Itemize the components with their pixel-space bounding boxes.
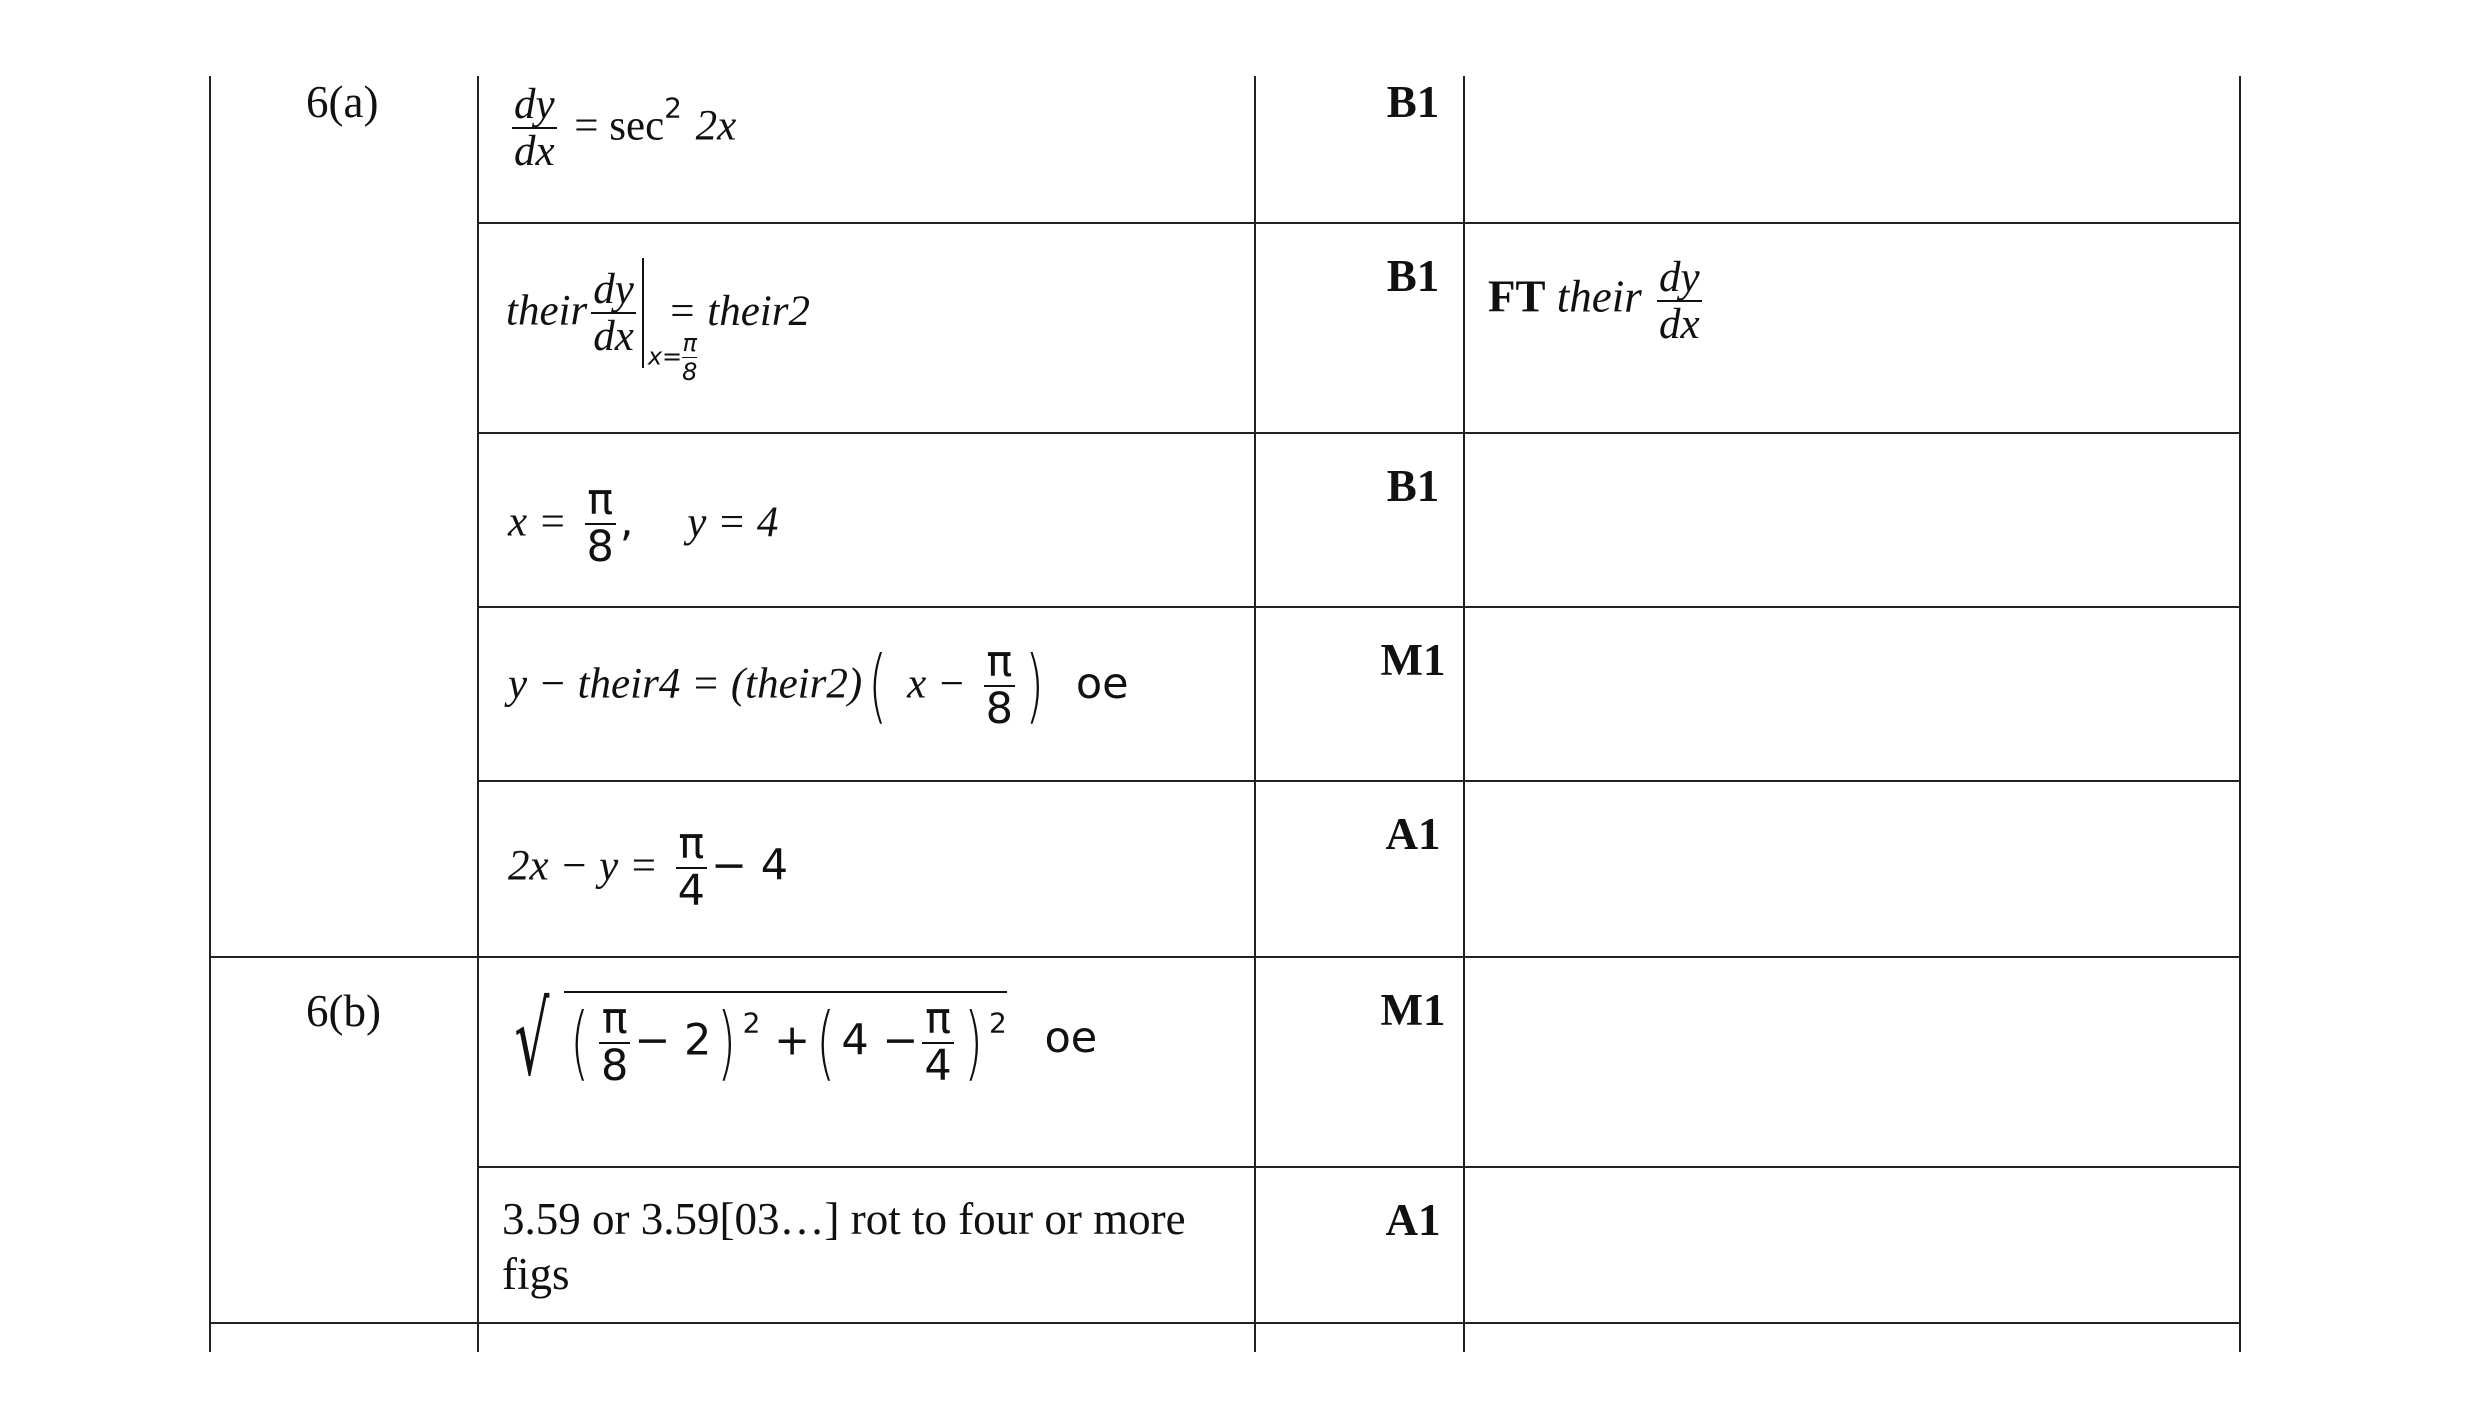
fraction xyxy=(512,82,557,174)
x-equals: x = xyxy=(508,498,567,546)
sqrt-body xyxy=(564,991,1007,1089)
table-divider-answer xyxy=(477,76,479,1352)
mark-cell: B1 xyxy=(1386,77,1440,127)
row-divider xyxy=(209,956,2241,958)
mark-cell: A1 xyxy=(1385,1195,1441,1245)
fraction-denominator: dx xyxy=(1659,301,1700,349)
mark-cell: M1 xyxy=(1380,635,1446,685)
their-word: their xyxy=(1556,271,1642,322)
fraction-numerator: π xyxy=(678,819,705,869)
row-divider xyxy=(477,1166,2241,1168)
fraction-numerator: π xyxy=(682,329,697,357)
ft-label: FT xyxy=(1488,271,1546,322)
fraction-numerator: π xyxy=(986,637,1013,687)
function-argument: 2x xyxy=(695,102,737,150)
fraction-numerator: π xyxy=(601,993,628,1044)
fraction-denominator: 8 xyxy=(985,684,1013,735)
fraction-numerator: dy xyxy=(593,265,634,313)
row-divider xyxy=(477,432,2241,434)
exponent: 2 xyxy=(742,1006,761,1040)
right-paren: ) xyxy=(964,996,983,1089)
their-word: their xyxy=(506,287,588,335)
fraction-numerator: dy xyxy=(514,81,555,128)
table-border-left xyxy=(209,76,211,1352)
answer-line-equation xyxy=(508,637,1129,735)
answer-final-equation xyxy=(508,819,789,917)
mark-cell: M1 xyxy=(1380,985,1446,1035)
fraction-numerator: dy xyxy=(1659,254,1700,301)
fraction xyxy=(599,993,630,1091)
plus-sign: + xyxy=(774,1015,811,1066)
row-divider xyxy=(477,606,2241,608)
left-paren: ( xyxy=(868,639,888,733)
fraction xyxy=(585,475,616,573)
table-border-right xyxy=(2239,76,2241,1352)
right-paren: ) xyxy=(717,996,737,1089)
mark-cell: A1 xyxy=(1385,809,1441,859)
fraction xyxy=(984,637,1015,735)
sqrt-icon: √ xyxy=(514,981,550,1098)
x-minus: x − xyxy=(907,660,966,708)
minus-two: − 2 xyxy=(634,1015,712,1066)
question-number: 6(a) xyxy=(306,77,379,127)
fraction-denominator: 8 xyxy=(682,358,698,386)
answer-point xyxy=(508,475,779,573)
fraction xyxy=(676,819,707,917)
fraction-denominator: dx xyxy=(514,128,555,176)
fraction xyxy=(591,267,636,359)
evaluation-subscript xyxy=(648,329,698,386)
equation-rhs: = their2 xyxy=(667,287,810,335)
guidance-ft xyxy=(1488,255,1706,347)
fraction-denominator: 4 xyxy=(924,1041,952,1091)
fraction-denominator: dx xyxy=(593,313,634,360)
row-divider xyxy=(477,222,2241,224)
fraction-denominator: 8 xyxy=(586,522,614,573)
exponent: 2 xyxy=(988,1006,1007,1040)
fraction-numerator: π xyxy=(925,993,952,1044)
equation-lhs: y − their4 = (their2) xyxy=(508,660,863,708)
answer-gradient-value xyxy=(506,258,810,386)
fraction-numerator: π xyxy=(587,475,614,525)
subscript-variable: x= xyxy=(647,342,683,371)
row-divider xyxy=(209,1322,2241,1324)
fraction xyxy=(922,993,953,1091)
mark-cell: B1 xyxy=(1386,461,1440,511)
answer-derivative xyxy=(508,82,736,174)
exponent: 2 xyxy=(664,91,682,125)
left-paren: ( xyxy=(569,996,589,1089)
comma: , xyxy=(619,496,634,547)
fraction-denominator: 8 xyxy=(600,1041,629,1091)
subscript-fraction xyxy=(682,329,697,386)
evaluation-bar xyxy=(642,258,698,386)
answer-distance-expression xyxy=(500,981,1098,1098)
mark-cell: B1 xyxy=(1386,251,1440,301)
question-number: 6(b) xyxy=(306,986,381,1036)
equation-rhs: = sec xyxy=(574,102,665,150)
right-paren: ) xyxy=(1025,639,1044,733)
fraction xyxy=(1657,255,1702,347)
left-paren: ( xyxy=(816,996,836,1089)
equation-rhs: − 4 xyxy=(711,840,789,891)
table-divider-marks xyxy=(1254,76,1256,1352)
four-minus: 4 − xyxy=(841,1015,919,1066)
oe-note: oe xyxy=(1075,658,1129,709)
fraction-denominator: 4 xyxy=(677,866,705,917)
row-divider xyxy=(477,780,2241,782)
y-equals: y = 4 xyxy=(687,498,779,546)
answer-numeric-value: 3.59 or 3.59[03…] rot to four or more figs xyxy=(502,1194,1186,1299)
equation-lhs: 2x − y = xyxy=(508,842,658,890)
oe-note: oe xyxy=(1044,1012,1098,1063)
